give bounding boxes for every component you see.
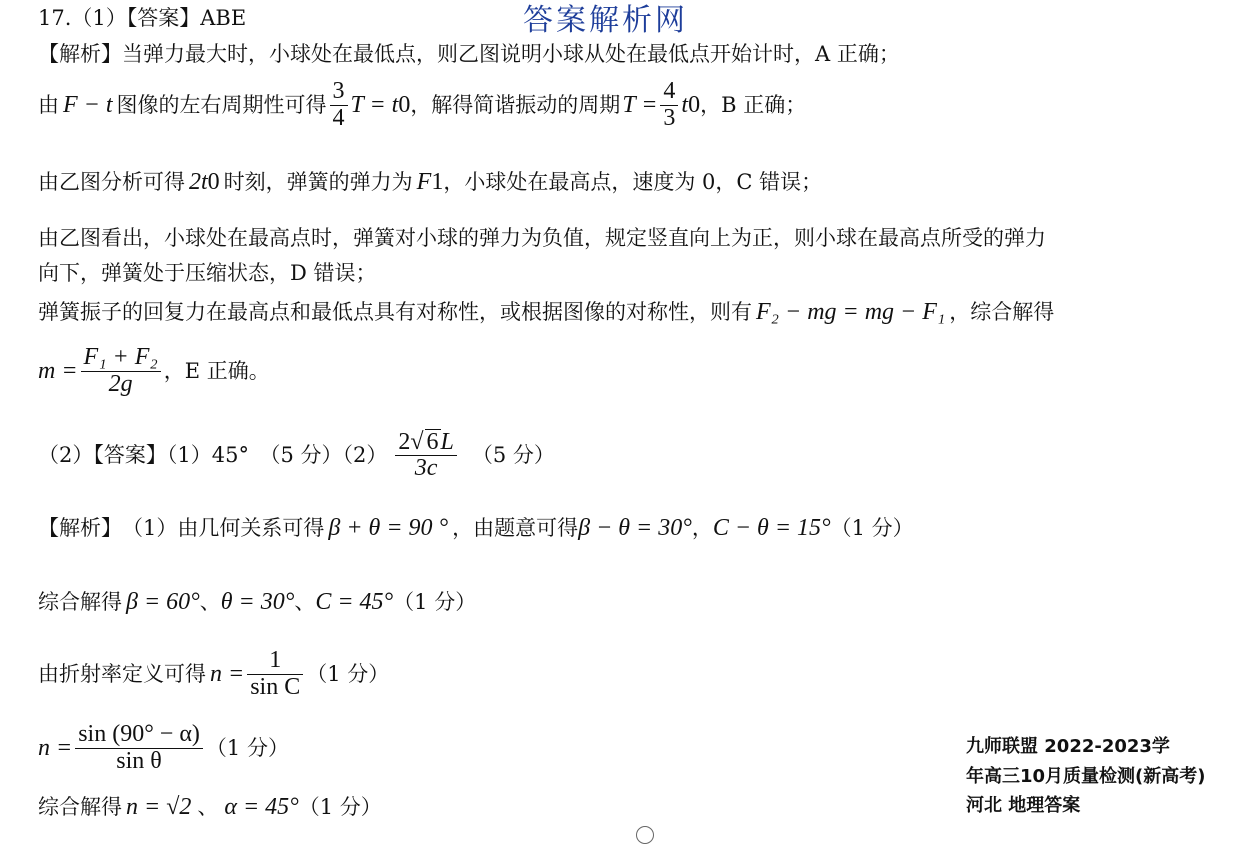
analysis-line-1 — [38, 44, 900, 65]
a5-eq1: n = √2 — [126, 794, 192, 820]
fraction-sin — [75, 722, 203, 773]
watermark: 答案解析网 — [523, 3, 688, 38]
l3-2t0: 2t — [189, 169, 208, 195]
fraction-n — [247, 648, 303, 699]
a1-tail: （1 分） — [830, 516, 914, 540]
part2-analysis-line-1 — [38, 516, 914, 540]
a2-eq1: β = 60° — [126, 589, 200, 615]
l3-sub1: 1 — [431, 169, 444, 195]
fraction-part2 — [395, 429, 457, 481]
a3-n: n = — [210, 661, 245, 687]
l2-eq1: T = t — [350, 92, 399, 118]
fraction-numerator: sin (90° − α) — [75, 722, 203, 748]
side-note-line-1: 九师联盟 2022-2023学 — [966, 736, 1170, 757]
l2-a: 由 — [38, 92, 59, 117]
a2-eq2: θ = 30° — [220, 589, 295, 615]
analysis-line-2 — [38, 78, 806, 132]
part1-answer-header: 17.（1）【答案】ABE — [38, 6, 247, 30]
a1-eq1: β + θ = 90 ° — [328, 515, 449, 541]
p2-num-L: L — [440, 428, 454, 455]
l3-b: 时刻，弹簧的弹力为 — [223, 170, 413, 194]
part2-b: （5 分） — [471, 442, 555, 467]
a1-sep: ， — [691, 516, 713, 540]
part2-analysis-line-2 — [38, 590, 476, 614]
a1-mid: ，由题意可得 — [452, 516, 579, 540]
l6-eq: F₂ − mg = mg − F₁ — [756, 299, 946, 325]
a1-eq2: β − θ = 30° — [578, 515, 692, 541]
l2-T: T = — [622, 92, 658, 118]
l2-d: ，B 正确； — [700, 92, 807, 117]
p2-num-pre: 2 — [398, 428, 411, 455]
p2-num-rad: 6 — [426, 428, 439, 455]
a2-eq3: C = 45° — [315, 589, 394, 615]
fraction-numerator: 3 — [330, 79, 348, 105]
l2-b: 图像的左右周期性可得 — [116, 92, 327, 117]
page-mark-icon — [636, 826, 654, 844]
a1-label: 【解析】 — [38, 516, 122, 540]
fraction-numerator — [395, 429, 457, 456]
a5-a: 综合解得 — [38, 795, 122, 819]
fraction-denominator: 3c — [414, 455, 438, 481]
a4-tail: （1 分） — [205, 735, 289, 760]
analysis-line-4: 由乙图看出，小球处在最高点时，弹簧对小球的弹力为负值，规定竖直向上为正，则小球在最高点所受的弹力 — [38, 226, 1046, 250]
fraction-denominator: 4 — [332, 104, 345, 131]
side-note-line-2: 年高三10月质量检测(新高考) — [966, 766, 1206, 787]
l6-b: ，综合解得 — [949, 300, 1055, 324]
l6-a: 弹簧振子的回复力在最高点和最低点具有对称性，或根据图像的对称性，则有 — [38, 300, 752, 324]
l2-sub0b: 0 — [688, 92, 701, 118]
radical-sign: √ — [410, 428, 424, 455]
fraction-3-4 — [330, 79, 348, 130]
part2-answer — [38, 420, 555, 490]
a5-sep: 、 — [197, 795, 219, 819]
l3-sub0: 0 — [207, 169, 220, 195]
analysis-line-5: 向下，弹簧处于压缩状态，D 错误； — [38, 261, 377, 285]
l7-tail: ，E 正确。 — [163, 358, 270, 383]
fraction-numerator: 4 — [660, 79, 678, 105]
a3-a: 由折射率定义可得 — [38, 661, 206, 686]
fraction-numerator: 1 — [247, 648, 303, 674]
a5-tail: （1 分） — [298, 795, 382, 819]
part2-analysis-line-4 — [38, 716, 289, 780]
l2-sub0: 0 — [398, 92, 411, 118]
part2-a: （2）【答案】（1）45° （5 分）（2） — [38, 442, 388, 467]
l3-a: 由乙图分析可得 — [38, 170, 185, 194]
fraction-numerator: F₁ + F₂ — [81, 345, 161, 371]
part2-analysis-line-5 — [38, 795, 382, 819]
fraction-m — [81, 345, 161, 396]
a3-tail: （1 分） — [306, 661, 390, 686]
analysis-line-1-text: 当弹力最大时，小球处在最低点，则乙图说明小球从处在最低点开始计时，A 正确； — [122, 42, 900, 66]
part2-analysis-line-3 — [38, 642, 389, 706]
fraction-denominator: sin θ — [116, 747, 162, 774]
fraction-denominator: 3 — [663, 104, 676, 131]
l2-c: ，解得简谐振动的周期 — [410, 92, 621, 117]
l2-t0: t — [681, 92, 689, 118]
analysis-label: 【解析】 — [38, 42, 122, 66]
a1-eq3: C − θ = 15° — [712, 515, 831, 541]
analysis-line-3 — [38, 170, 822, 194]
side-note-line-3: 河北 地理答案 — [966, 795, 1081, 816]
analysis-line-7 — [38, 338, 270, 404]
a5-eq2: α = 45° — [224, 794, 299, 820]
l3-c: ，小球处在最高点，速度为 0，C 错误； — [443, 170, 823, 194]
l7-m: m = — [38, 358, 78, 384]
fraction-denominator: sin C — [250, 673, 301, 700]
a1-text: （1）由几何关系可得 — [122, 516, 325, 540]
analysis-line-6 — [38, 300, 1054, 324]
a2-s2: 、 — [294, 590, 316, 614]
a2-s1: 、 — [199, 590, 221, 614]
a2-tail: （1 分） — [393, 590, 477, 614]
fraction-denominator: 2g — [108, 370, 133, 397]
l2-ft: F − t — [63, 92, 113, 118]
a4-n: n = — [38, 735, 73, 761]
l3-F: F — [416, 169, 432, 195]
a2-a: 综合解得 — [38, 590, 122, 614]
fraction-4-3 — [660, 79, 678, 130]
